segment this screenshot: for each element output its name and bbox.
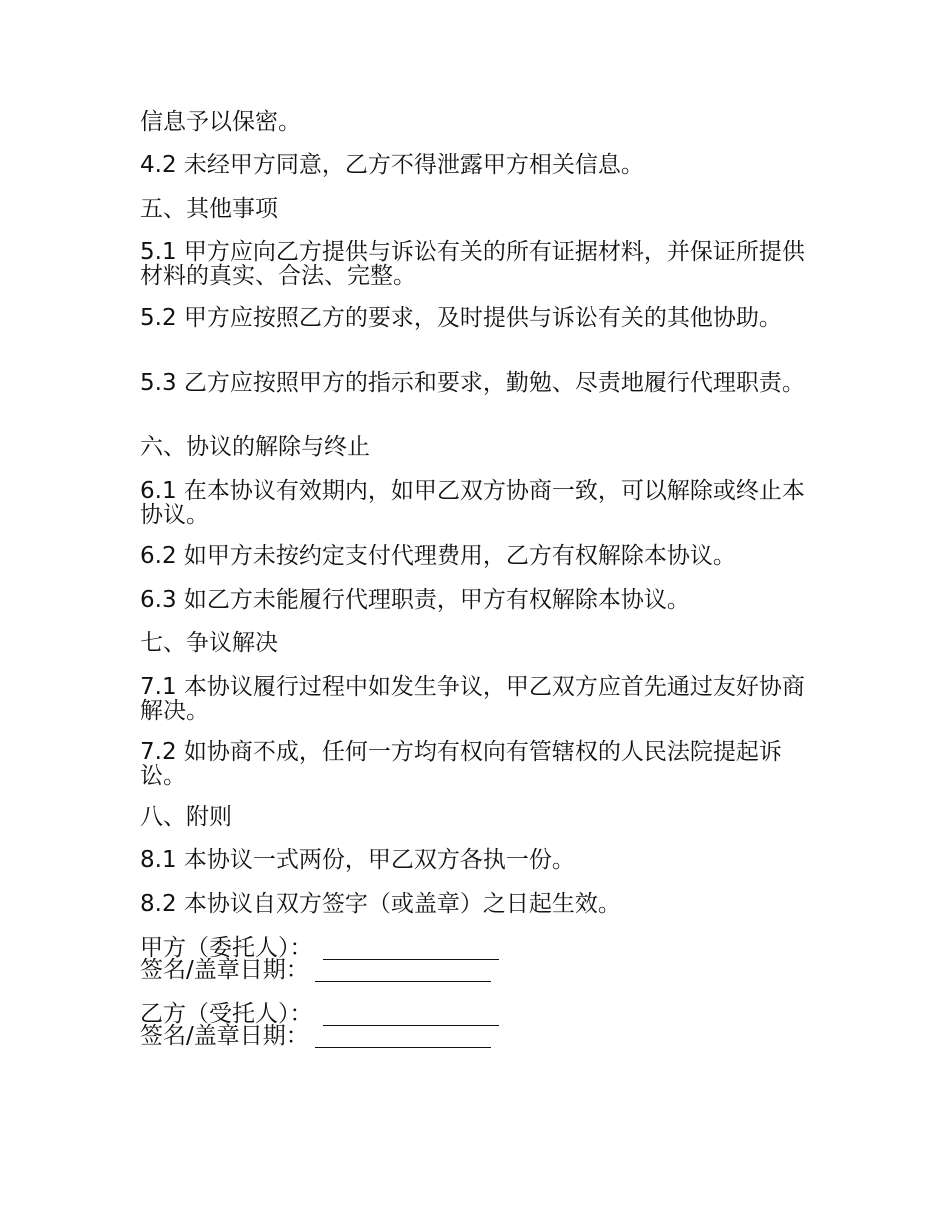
party-b-date-line[interactable] bbox=[315, 1027, 491, 1048]
party-a-label: 甲方（委托人）： bbox=[140, 935, 313, 961]
clause-6-1: 6.1 在本协议有效期内，如甲乙双方协商一致，可以解除或终止本协议。 bbox=[140, 478, 805, 528]
clause-7-1: 7.1 本协议履行过程中如发生争议，甲乙双方应首先通过友好协商解决。 bbox=[140, 674, 805, 724]
clause-6-2: 6.2 如甲方未按约定支付代理费用，乙方有权解除本协议。 bbox=[140, 543, 736, 569]
clause-7-2: 7.2 如协商不成，任何一方均有权向有管辖权的人民法院提起诉讼。 bbox=[140, 739, 782, 789]
party-a-date-line[interactable] bbox=[315, 961, 491, 982]
party-a-date-row bbox=[140, 958, 491, 982]
clause-8-1: 8.1 本协议一式两份，甲乙双方各执一份。 bbox=[140, 847, 575, 873]
party-a-signature-line[interactable] bbox=[323, 939, 499, 960]
party-b-label: 乙方（受托人）： bbox=[140, 1001, 313, 1027]
party-b-date-label: 签名/盖章日期： bbox=[140, 1023, 309, 1049]
clause-5-2: 5.2 甲方应按照乙方的要求，及时提供与诉讼有关的其他协助。 bbox=[140, 305, 782, 331]
party-a-date-label: 签名/盖章日期： bbox=[140, 957, 309, 983]
clause-5-1: 5.1 甲方应向乙方提供与诉讼有关的所有证据材料，并保证所提供材料的真实、合法、完整。 bbox=[140, 239, 805, 289]
section-heading-5: 五、其他事项 bbox=[140, 196, 278, 222]
section-heading-7: 七、争议解决 bbox=[140, 630, 278, 656]
clause-4-2: 4.2 未经甲方同意，乙方不得泄露甲方相关信息。 bbox=[140, 152, 644, 178]
clause-8-2: 8.2 本协议自双方签字（或盖章）之日起生效。 bbox=[140, 891, 621, 917]
clause-6-3: 6.3 如乙方未能履行代理职责，甲方有权解除本协议。 bbox=[140, 587, 690, 613]
section-heading-6: 六、协议的解除与终止 bbox=[140, 434, 370, 460]
clause-5-3: 5.3 乙方应按照甲方的指示和要求，勤勉、尽责地履行代理职责。 bbox=[140, 370, 805, 396]
paragraph-confidentiality-end: 信息予以保密。 bbox=[140, 109, 301, 135]
section-heading-8: 八、附则 bbox=[140, 804, 232, 830]
party-b-date-row bbox=[140, 1024, 491, 1048]
party-b-signature-line[interactable] bbox=[323, 1005, 499, 1026]
